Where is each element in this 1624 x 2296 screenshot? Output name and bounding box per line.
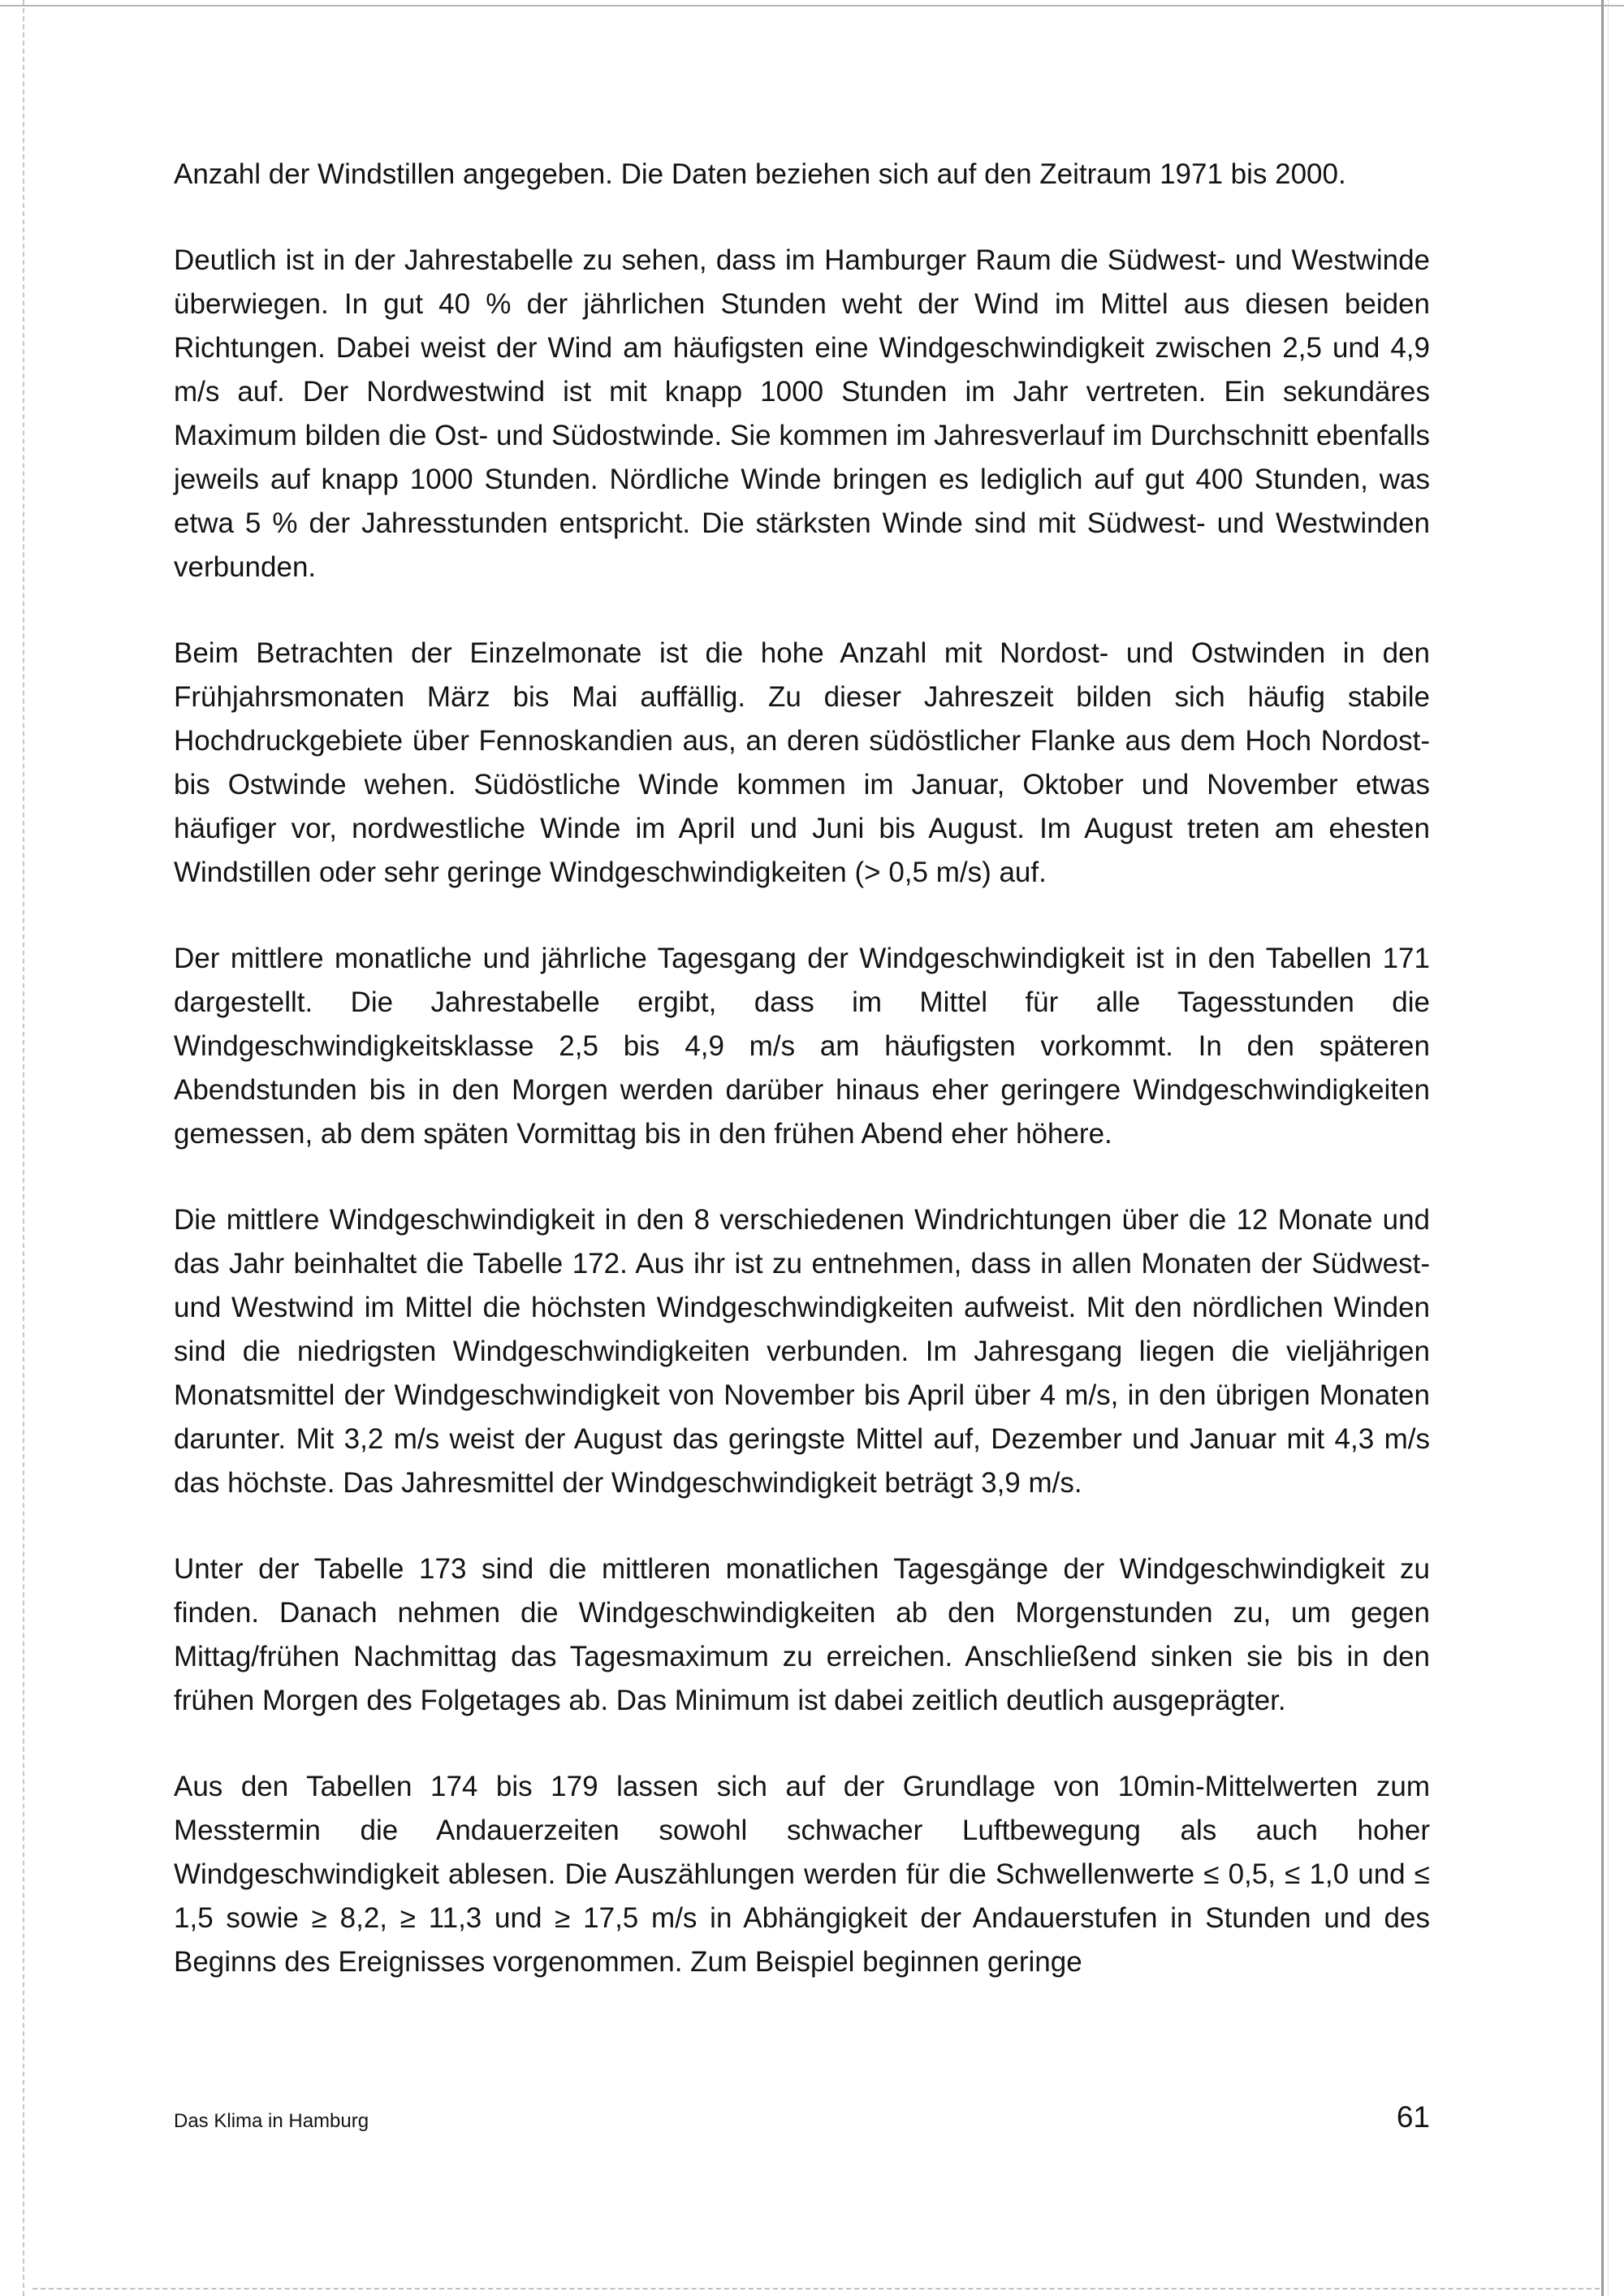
body-text bbox=[174, 153, 1430, 2026]
paragraph-andauerzeiten: Aus den Tabellen 174 bis 179 lassen sich auf der Grundlage von 10min-Mittelwerten zum Messtermin die Andauerzeiten sowohl schwacher Luftbewegung als auch hoher Windgeschwindigkeit ablesen. Die Auszählungen werden für die Schwellenwerte ≤ 0,5, ≤ 1,0 und ≤ 1,5 sowie ≥ 8,2, ≥ 11,3 und ≥ 17,5 m/s in Abhängigkeit der Andauerstufen in Stunden und des Beginns des Ereignisses vorgenommen. Zum Beispiel beginnen geringe bbox=[174, 1771, 1430, 1978]
page-number: 61 bbox=[1396, 2100, 1430, 2134]
footer-title: Das Klima in Hamburg bbox=[174, 2110, 369, 2132]
paragraph-tagesgang: Der mittlere monatliche und jährliche Tagesgang der Windgeschwindigkeit ist in den Tabellen 171 dargestellt. Die Jahrestabelle ergibt, dass im Mittel für alle Tagesstunden die Windgeschwindigkeitsklasse 2,5 bis 4,9 m/s am häufigsten vorkommt. In den späteren Abendstunden bis in den Morgen werden darüber hinaus eher geringere Windgeschwindigkeiten gemessen, ab dem späten Vormittag bis in den frühen Abend eher höhere. bbox=[174, 943, 1430, 1150]
scan-edge-bottom bbox=[32, 2288, 1600, 2290]
scan-edge-top bbox=[0, 5, 1624, 6]
paragraph-tabelle-173: Unter der Tabelle 173 sind die mittleren monatlichen Tagesgänge der Windgeschwindigkeit zu finden. Danach nehmen die Windgeschwindigkeiten ab den Morgenstunden zu, um gegen Mittag/frühen Nachmittag das Tagesmaximum zu erreichen. Anschließend sinken sie bis in den frühen Morgen des Folgetages ab. Das Minimum ist dabei zeitlich deutlich ausgeprägter. bbox=[174, 1553, 1430, 1716]
paragraph-windrichtungen: Die mittlere Windgeschwindigkeit in den 8 verschiedenen Windrichtungen über die 12 Monate und das Jahr beinhaltet die Tabelle 172. Aus ihr ist zu entnehmen, dass in allen Monaten der Südwest- und Westwind im Mittel die höchsten Windgeschwindigkeiten aufweist. Mit den nördlichen Winden sind die niedrigsten Windgeschwindigkeiten verbunden. Im Jahresgang liegen die vieljährigen Monatsmittel der Windgeschwindigkeit von November bis April über 4 m/s, in den übrigen Monaten darunter. Mit 3,2 m/s weist der August das geringste Mittel auf, Dezember und Januar mit 4,3 m/s das höchste. Das Jahresmittel der Windgeschwindigkeit beträgt 3,9 m/s. bbox=[174, 1204, 1430, 1499]
paragraph-windstillen: Anzahl der Windstillen angegeben. Die Daten beziehen sich auf den Zeitraum 1971 bis 2000. bbox=[174, 158, 1346, 190]
scan-edge-right-inner bbox=[1608, 0, 1609, 2296]
scan-edge-right bbox=[1601, 0, 1604, 2296]
scan-edge-left bbox=[23, 0, 24, 2296]
paragraph-jahrestabelle: Deutlich ist in der Jahrestabelle zu sehen, dass im Hamburger Raum die Südwest- und Westwinde überwiegen. In gut 40 % der jährlichen Stunden weht der Wind im Mittel aus diesen beiden Richtungen. Dabei weist der Wind am häufigsten eine Windgeschwindigkeit zwischen 2,5 und 4,9 m/s auf. Der Nordwestwind ist mit knapp 1000 Stunden im Jahr vertreten. Ein sekundäres Maximum bilden die Ost- und Südostwinde. Sie kommen im Jahresverlauf im Durchschnitt ebenfalls jeweils auf knapp 1000 Stunden. Nördliche Winde bringen es lediglich auf gut 400 Stunden, was etwa 5 % der Jahresstunden entspricht. Die stärksten Winde sind mit Südwest- und Westwinden verbunden. bbox=[174, 244, 1430, 583]
paragraph-einzelmonate: Beim Betrachten der Einzelmonate ist die hohe Anzahl mit Nordost- und Ostwinden in den Frühjahrsmonaten März bis Mai auffällig. Zu dieser Jahreszeit bilden sich häufig stabile Hochdruckgebiete über Fennoskandien aus, an deren südöstlicher Flanke aus dem Hoch Nordost- bis Ostwinde wehen. Südöstliche Winde kommen im Januar, Oktober und November etwas häufiger vor, nordwestliche Winde im April und Juni bis August. Im August treten am ehesten Windstillen oder sehr geringe Windgeschwindigkeiten (> 0,5 m/s) auf. bbox=[174, 637, 1430, 888]
